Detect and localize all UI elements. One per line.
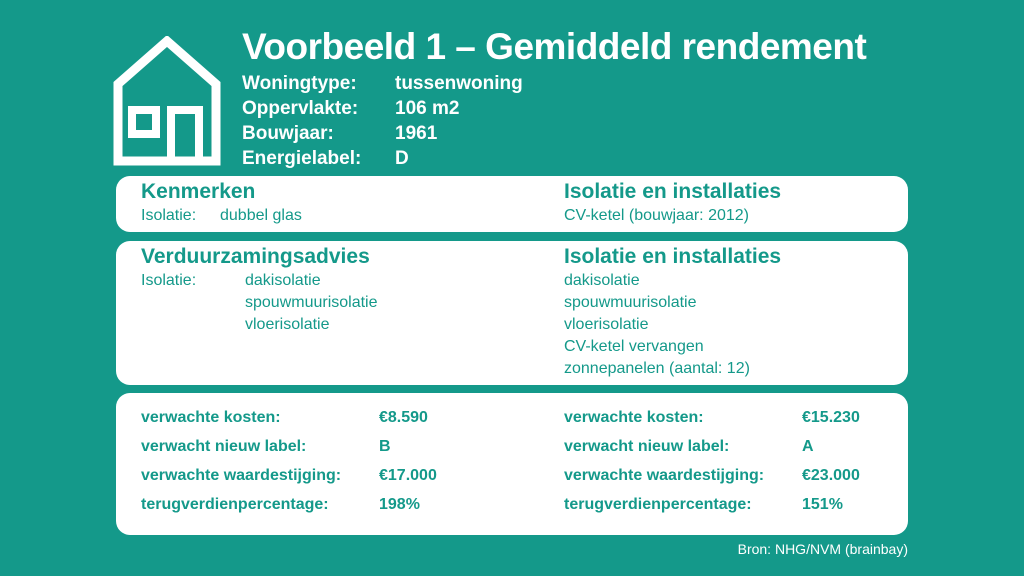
stat-label: verwacht nieuw label: bbox=[564, 438, 730, 455]
property-row bbox=[242, 96, 523, 121]
list-item: CV-ketel vervangen bbox=[564, 338, 704, 355]
stat-row bbox=[141, 432, 437, 461]
kenmerken-card bbox=[116, 176, 908, 232]
stat-row bbox=[564, 403, 860, 432]
stats-left bbox=[141, 403, 437, 519]
page-title: Voorbeeld 1 – Gemiddeld rendement bbox=[242, 26, 867, 67]
stat-label: verwachte waardestijging: bbox=[564, 467, 765, 484]
list-item: vloerisolatie bbox=[245, 316, 330, 333]
stat-value: €8.590 bbox=[379, 409, 428, 426]
stat-value: B bbox=[379, 438, 391, 455]
stat-label: terugverdienpercentage: bbox=[564, 496, 752, 513]
advies-isolatie-list bbox=[245, 270, 378, 336]
stat-value: €17.000 bbox=[379, 467, 437, 484]
stats-card bbox=[116, 393, 908, 535]
stat-row bbox=[141, 490, 437, 519]
stat-row bbox=[141, 403, 437, 432]
stats-right bbox=[564, 403, 860, 519]
stat-label: verwachte waardestijging: bbox=[141, 467, 342, 484]
list-item: spouwmuurisolatie bbox=[245, 294, 378, 311]
stat-label: verwachte kosten: bbox=[141, 409, 281, 426]
list-item: spouwmuurisolatie bbox=[564, 294, 697, 311]
stat-row bbox=[564, 490, 860, 519]
kenmerken-isolatie bbox=[141, 205, 302, 227]
installaties-heading: Isolatie en installaties bbox=[564, 180, 782, 203]
house-icon bbox=[113, 36, 221, 166]
kenmerken-heading: Kenmerken bbox=[141, 180, 256, 203]
property-label: Woningtype: bbox=[242, 73, 357, 94]
property-row bbox=[242, 146, 523, 171]
property-value: D bbox=[395, 148, 409, 169]
source-credit: Bron: NHG/NVM (brainbay) bbox=[737, 541, 908, 557]
list-item: vloerisolatie bbox=[564, 316, 649, 333]
stat-value: 198% bbox=[379, 496, 420, 513]
property-value: 1961 bbox=[395, 123, 438, 144]
list-item: dakisolatie bbox=[564, 272, 640, 289]
property-row bbox=[242, 121, 523, 146]
isolatie-value: dubbel glas bbox=[220, 207, 302, 224]
stat-value: €15.230 bbox=[802, 409, 860, 426]
list-item: zonnepanelen (aantal: 12) bbox=[564, 360, 750, 377]
installaties-value: CV-ketel (bouwjaar: 2012) bbox=[564, 207, 749, 224]
stat-value: A bbox=[802, 438, 814, 455]
advies-card bbox=[116, 241, 908, 385]
kenmerken-right bbox=[564, 179, 781, 227]
advies-installaties-heading: Isolatie en installaties bbox=[564, 245, 782, 268]
property-value: tussenwoning bbox=[395, 73, 523, 94]
isolatie-label: Isolatie: bbox=[141, 207, 197, 224]
kenmerken-left bbox=[141, 179, 302, 227]
stat-label: terugverdienpercentage: bbox=[141, 496, 329, 513]
property-label: Bouwjaar: bbox=[242, 123, 334, 144]
stat-row bbox=[564, 432, 860, 461]
property-list bbox=[242, 71, 523, 171]
advies-heading: Verduurzamingsadvies bbox=[141, 245, 370, 268]
stat-label: verwacht nieuw label: bbox=[141, 438, 307, 455]
property-value: 106 m2 bbox=[395, 98, 460, 119]
advies-right bbox=[564, 244, 781, 380]
stat-row bbox=[564, 461, 860, 490]
advies-isolatie-label: Isolatie: bbox=[141, 272, 197, 289]
property-row bbox=[242, 71, 523, 96]
stat-value: €23.000 bbox=[802, 467, 860, 484]
property-label: Energielabel: bbox=[242, 148, 362, 169]
property-label: Oppervlakte: bbox=[242, 98, 359, 119]
stat-value: 151% bbox=[802, 496, 843, 513]
stat-label: verwachte kosten: bbox=[564, 409, 704, 426]
list-item: dakisolatie bbox=[245, 272, 321, 289]
stat-row bbox=[141, 461, 437, 490]
advies-left bbox=[141, 244, 541, 374]
